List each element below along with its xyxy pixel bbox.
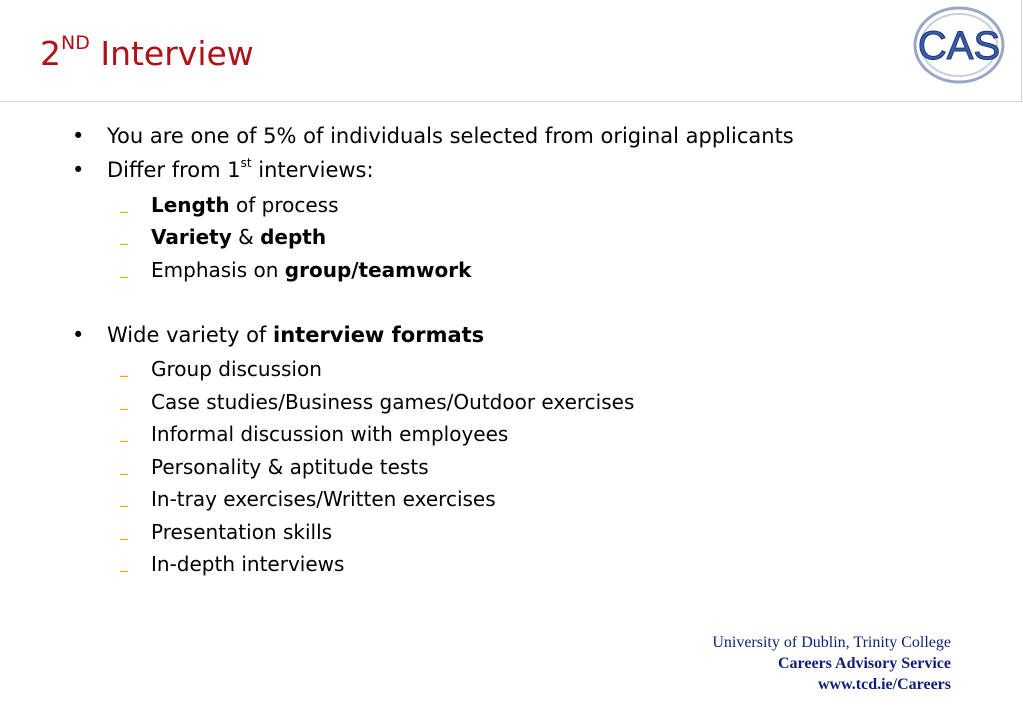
format-text: Group discussion [151,357,322,381]
bullet-text: Differ from 1st interviews: [107,156,374,182]
sub-bullet-text: Emphasis on group/teamwork [151,258,472,282]
cas-logo [911,5,1007,85]
footer-university: University of Dublin, Trinity College [712,634,951,651]
footer-url[interactable]: www.tcd.ie/Careers [818,676,951,693]
footer-service: Careers Advisory Service [778,655,951,672]
dash-marker: _ [120,488,128,507]
dash-marker: _ [120,423,128,442]
title-superscript: ND [61,32,90,54]
sub-bullet-text: Length of process [151,193,339,217]
header-divider [0,101,1023,102]
dash-marker: _ [120,391,128,410]
header-right-border [1021,0,1022,102]
bullet-text: You are one of 5% of individuals selected from original applicants [107,124,794,148]
dash-marker: _ [120,226,128,245]
sub-bullet-text: Variety & depth [151,225,327,249]
format-text: In-depth interviews [151,552,345,576]
dash-marker: _ [120,553,128,572]
logo-text: CAS [917,24,1001,68]
dash-marker: _ [120,259,128,278]
format-text: In-tray exercises/Written exercises [151,487,496,511]
format-text: Informal discussion with employees [151,422,509,446]
format-text: Case studies/Business games/Outdoor exercises [151,390,635,414]
bullet-dot: • [72,124,85,148]
dash-marker: _ [120,521,128,540]
bullet-dot: • [72,323,85,347]
slide-title [40,34,254,73]
dash-marker: _ [120,456,128,475]
format-text: Personality & aptitude tests [151,455,429,479]
dash-marker: _ [120,358,128,377]
title-main: 2 [40,34,61,73]
bullet-dot: • [72,158,85,182]
title-rest: Interview [89,34,254,73]
bullet-text: Wide variety of interview formats [107,323,485,347]
footer [712,632,951,695]
format-text: Presentation skills [151,520,333,544]
dash-marker: _ [120,194,128,213]
